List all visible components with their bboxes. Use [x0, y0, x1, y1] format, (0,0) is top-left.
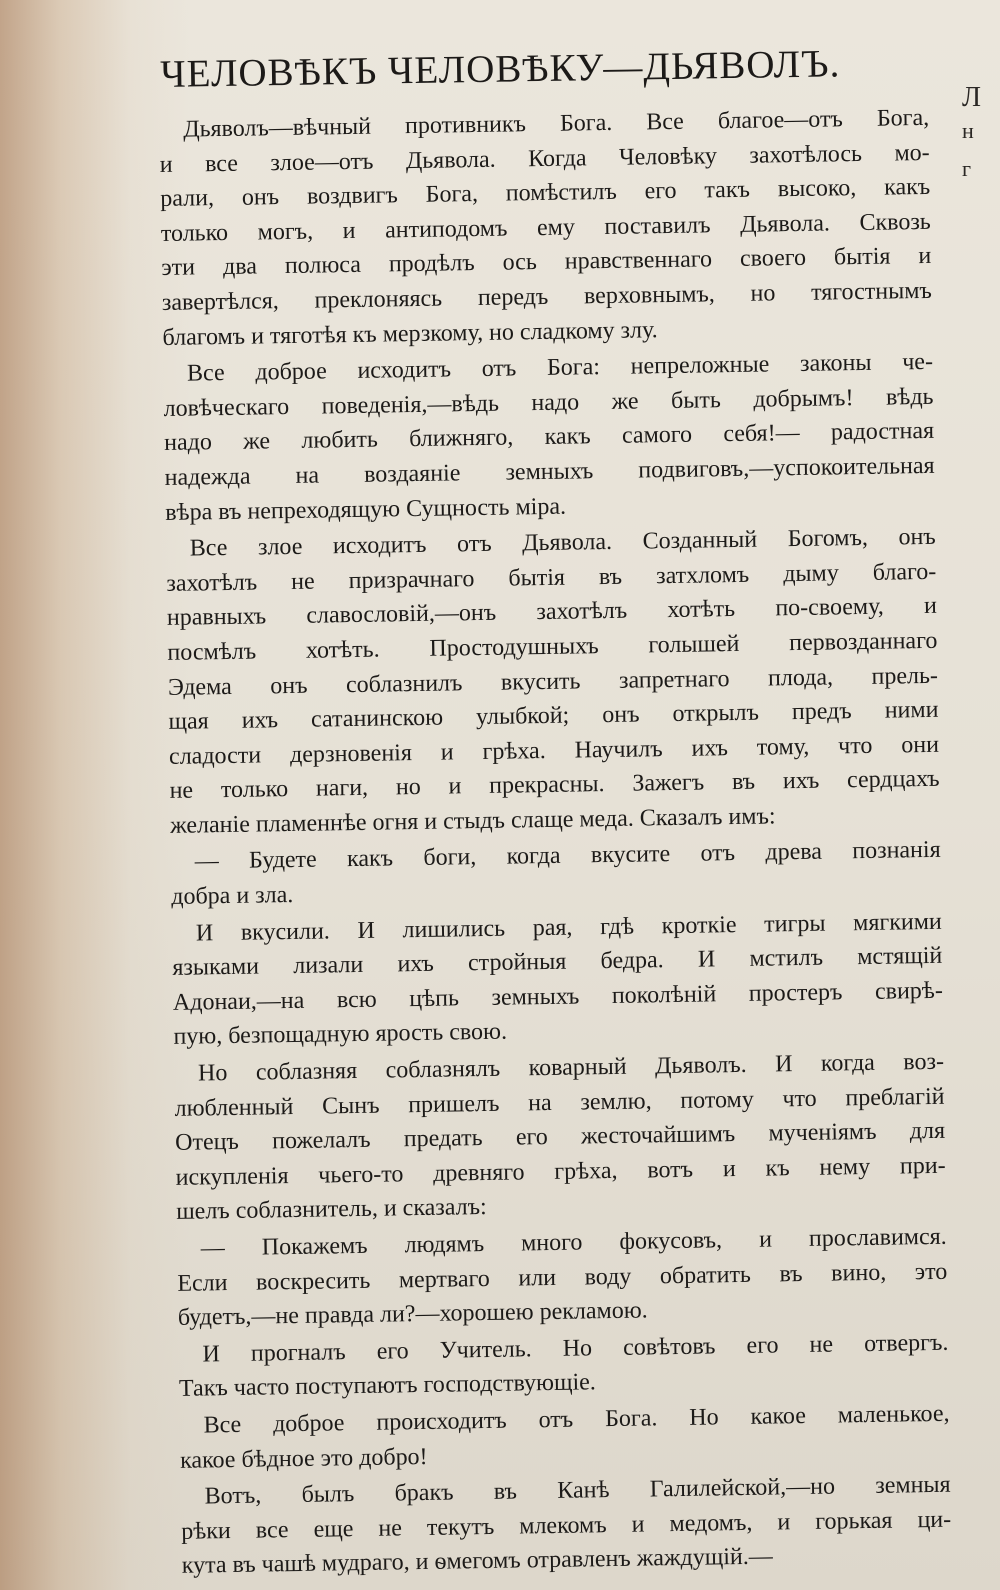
paragraph [177, 1220, 949, 1336]
text-line: надежда на воздаяніе земныхъ подвиговъ,—успокоительная [164, 452, 935, 491]
text-line: Отецъ пожелалъ предать его жесточайшимъ мученіямъ для [174, 1117, 946, 1157]
text-line: Если воскресить мертваго или воду обратить въ вино, это [177, 1258, 948, 1297]
text-line: Все доброе исходитъ отъ Бога: непреложные законы че- [186, 349, 934, 387]
text-line: надо же любить ближняго, какъ самого себя!— радостная [163, 418, 935, 457]
text-line: только могъ, и антиподомъ ему поставилъ Дьявола. Сквозь [160, 208, 931, 247]
paragraph [174, 1045, 947, 1230]
text-line: шелъ соблазнитель, и сказалъ: [176, 1194, 487, 1226]
text-line: Адонаи,—на всю цѣпь земныхъ поколѣній простеръ свирѣ- [172, 977, 944, 1016]
paragraph [159, 101, 933, 355]
text-line: Все доброе происходитъ отъ Бога. Но какое маленькое, [203, 1400, 950, 1439]
article [158, 40, 952, 1586]
text-line: благомъ и тяготѣя къ мерзкому, но сладкому злу. [162, 316, 658, 351]
text-line: вѣра въ непреходящую Сущность міра. [165, 493, 567, 526]
text-line: добра и зла. [171, 882, 294, 910]
text-line: искупленія чьего-то древняго грѣха, вотъ и къ нему при- [175, 1152, 946, 1191]
text-line: любленный Сынъ пришелъ на землю, потому что преблагій [174, 1083, 945, 1122]
next-page-fragment: Л [962, 82, 981, 113]
text-line: языками лизали ихъ стройныя бедра. И мстилъ мстящій [172, 943, 943, 982]
text-line: рѣки все еще не текутъ млекомъ и медомъ, и горькая ци- [181, 1506, 952, 1545]
article-body [159, 101, 952, 1586]
text-line: и все злое—отъ Дьявола. Когда Человѣку захотѣлось мо- [159, 139, 930, 178]
text-line: Вотъ, былъ бракъ въ Канѣ Галилейской,—но земныя [204, 1471, 951, 1510]
next-page-fragment: г [962, 156, 972, 181]
text-line: Эдема онъ соблазнилъ вкусить запретнаго плода, прель- [167, 662, 939, 701]
text-line: будетъ,—не правда ли?—хорошею рекламою. [177, 1297, 648, 1332]
text-line: какое бѣдное это добро! [179, 1443, 428, 1474]
paragraph [178, 1326, 949, 1407]
text-line: Такъ часто поступаютъ господствующіе. [178, 1369, 597, 1403]
text-line: не только наги, но и прекрасны. Зажегъ въ ихъ сердцахъ [169, 766, 940, 805]
paragraph [180, 1468, 952, 1584]
text-line: И прогналъ его Учитель. Но совѣтовъ его не отвергъ. [202, 1329, 949, 1368]
paragraph [172, 904, 944, 1054]
text-line: Дьяволъ—вѣчный противникъ Бога. Все благое—отъ Бога, [183, 104, 930, 143]
text-line: сладости дерзновенія и грѣха. Научилъ ихъ тому, что они [168, 731, 940, 770]
text-line: рали, онъ воздвигъ Бога, помѣстилъ его такъ высоко, какъ [160, 174, 931, 213]
text-line: щая ихъ сатанинскою улыбкой; онъ открылъ предъ ними [168, 696, 939, 736]
text-line: Но соблазняя соблазнялъ коварный Дьяволъ. И когда воз- [197, 1048, 945, 1087]
text-line: желаніе пламеннѣе огня и стыдъ слаще меда. Сказалъ имъ: [169, 803, 776, 839]
text-line: — Будете какъ боги, когда вкусите отъ древа познанія [194, 837, 941, 875]
text-line: пую, безпощадную ярость свою. [173, 1019, 508, 1051]
text-line: захотѣлъ не призрачнаго бытія въ затхломъ дыму благо- [166, 558, 937, 597]
text-line: эти два полюса продѣлъ ось нравственнаго своего бытія и [161, 243, 932, 282]
text-line: кута въ чашѣ мудраго, и ѳмегомъ отравленъ жаждущій.— [181, 1543, 773, 1580]
paragraph [166, 520, 941, 843]
paragraph [163, 345, 936, 530]
text-line: — Покажемъ людямъ много фокусовъ, и прославимся. [200, 1223, 947, 1262]
text-line: посмѣлъ хотѣть. Простодушныхъ голышей первозданнаго [167, 627, 938, 666]
paragraph [170, 833, 941, 914]
text-line: ловѣческаго поведенія,—вѣдь надо же быть добрымъ! вѣдь [163, 383, 934, 422]
text-line: Все злое исходитъ отъ Дьявола. Созданный Богомъ, онъ [189, 523, 936, 562]
article-title: ЧЕЛОВѢКЪ ЧЕЛОВѢКУ—ДЬЯВОЛЪ. [160, 42, 841, 96]
text-line: И вкусили. И лишились рая, гдѣ кроткіе тигры мягкими [195, 908, 942, 947]
text-line: завертѣлся, преклоняясь передъ верховнымъ, но тягостнымъ [161, 277, 933, 316]
next-page-fragment: н [962, 118, 974, 143]
paragraph [179, 1397, 950, 1478]
text-line: нравныхъ славословій,—онъ захотѣлъ хотѣть по-своему, и [166, 593, 938, 632]
